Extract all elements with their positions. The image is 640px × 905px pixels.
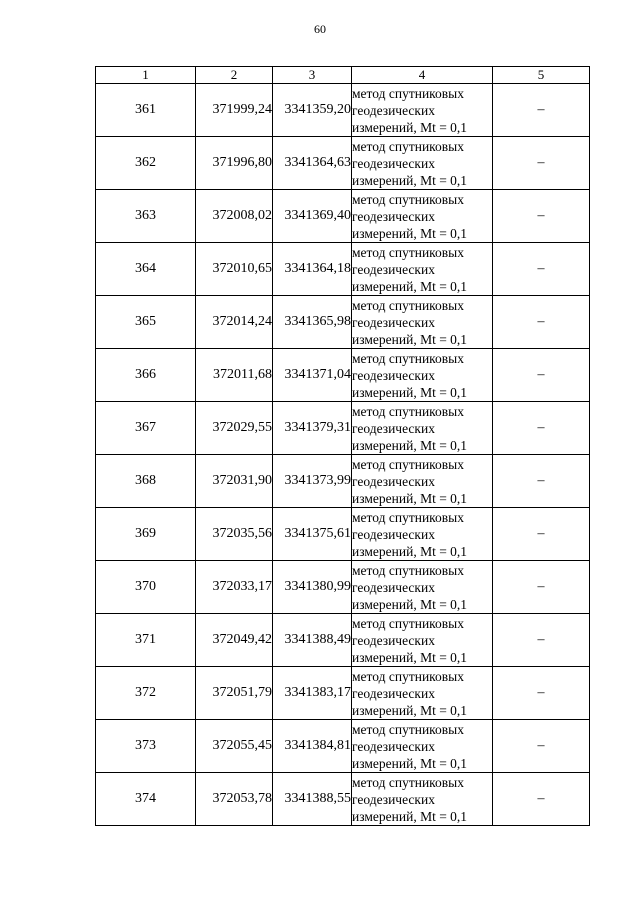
note-cell: – <box>493 402 590 455</box>
point-number-cell: 369 <box>96 508 196 561</box>
table-row <box>96 296 590 349</box>
x-coordinate-cell: 371996,80 <box>196 137 273 190</box>
method-line: геодезических <box>352 261 435 277</box>
table-row <box>96 190 590 243</box>
point-number-cell: 367 <box>96 402 196 455</box>
x-coordinate-cell: 372035,56 <box>196 508 273 561</box>
method-line: метод спутниковых <box>352 721 464 737</box>
x-coordinate-cell: 372029,55 <box>196 402 273 455</box>
note-cell: – <box>493 561 590 614</box>
table-row <box>96 508 590 561</box>
method-cell <box>352 773 493 826</box>
method-line: метод спутниковых <box>352 774 464 790</box>
method-line: измерений, Mt = 0,1 <box>352 808 468 824</box>
point-number-cell: 364 <box>96 243 196 296</box>
note-cell: – <box>493 349 590 402</box>
y-coordinate-cell: 3341383,17 <box>273 667 352 720</box>
method-line: измерений, Mt = 0,1 <box>352 278 468 294</box>
page-number: 60 <box>314 22 326 36</box>
y-coordinate-cell: 3341384,81 <box>273 720 352 773</box>
header-cell-2: 2 <box>196 67 273 84</box>
method-line: геодезических <box>352 314 435 330</box>
method-cell <box>352 455 493 508</box>
y-coordinate-cell: 3341379,31 <box>273 402 352 455</box>
x-coordinate-cell: 372033,17 <box>196 561 273 614</box>
point-number-cell: 374 <box>96 773 196 826</box>
point-number-cell: 362 <box>96 137 196 190</box>
table-row <box>96 402 590 455</box>
table-row <box>96 137 590 190</box>
y-coordinate-cell: 3341364,63 <box>273 137 352 190</box>
method-line: метод спутниковых <box>352 191 464 207</box>
y-coordinate-cell: 3341373,99 <box>273 455 352 508</box>
header-cell-3: 3 <box>273 67 352 84</box>
method-line: измерений, Mt = 0,1 <box>352 596 468 612</box>
table-body <box>96 84 590 826</box>
x-coordinate-cell: 372051,79 <box>196 667 273 720</box>
note-cell: – <box>493 455 590 508</box>
method-line: геодезических <box>352 632 435 648</box>
method-cell <box>352 243 493 296</box>
note-cell: – <box>493 84 590 137</box>
table-row <box>96 720 590 773</box>
method-line: метод спутниковых <box>352 138 464 154</box>
method-line: метод спутниковых <box>352 509 464 525</box>
method-line: измерений, Mt = 0,1 <box>352 384 468 400</box>
method-line: геодезических <box>352 367 435 383</box>
method-line: метод спутниковых <box>352 244 464 260</box>
y-coordinate-cell: 3341388,55 <box>273 773 352 826</box>
y-coordinate-cell: 3341375,61 <box>273 508 352 561</box>
y-coordinate-cell: 3341359,20 <box>273 84 352 137</box>
method-cell <box>352 402 493 455</box>
x-coordinate-cell: 372011,68 <box>196 349 273 402</box>
note-cell: – <box>493 296 590 349</box>
note-cell: – <box>493 667 590 720</box>
note-cell: – <box>493 614 590 667</box>
y-coordinate-cell: 3341380,99 <box>273 561 352 614</box>
point-number-cell: 365 <box>96 296 196 349</box>
method-line: измерений, Mt = 0,1 <box>352 437 468 453</box>
method-line: измерений, Mt = 0,1 <box>352 543 468 559</box>
point-number-cell: 373 <box>96 720 196 773</box>
method-line: измерений, Mt = 0,1 <box>352 119 468 135</box>
method-line: метод спутниковых <box>352 297 464 313</box>
table-row <box>96 455 590 508</box>
x-coordinate-cell: 371999,24 <box>196 84 273 137</box>
method-line: метод спутниковых <box>352 668 464 684</box>
y-coordinate-cell: 3341369,40 <box>273 190 352 243</box>
table-row <box>96 773 590 826</box>
y-coordinate-cell: 3341364,18 <box>273 243 352 296</box>
method-line: геодезических <box>352 685 435 701</box>
note-cell: – <box>493 137 590 190</box>
method-line: метод спутниковых <box>352 350 464 366</box>
point-number-cell: 361 <box>96 84 196 137</box>
x-coordinate-cell: 372010,65 <box>196 243 273 296</box>
x-coordinate-cell: 372055,45 <box>196 720 273 773</box>
method-cell <box>352 508 493 561</box>
point-number-cell: 366 <box>96 349 196 402</box>
method-line: метод спутниковых <box>352 615 464 631</box>
table-row <box>96 614 590 667</box>
method-line: метод спутниковых <box>352 85 464 101</box>
method-line: геодезических <box>352 473 435 489</box>
table-row <box>96 349 590 402</box>
method-line: геодезических <box>352 155 435 171</box>
method-cell <box>352 84 493 137</box>
method-line: метод спутниковых <box>352 456 464 472</box>
method-line: измерений, Mt = 0,1 <box>352 225 468 241</box>
method-cell <box>352 296 493 349</box>
header-cell-5: 5 <box>493 67 590 84</box>
y-coordinate-cell: 3341365,98 <box>273 296 352 349</box>
method-line: геодезических <box>352 791 435 807</box>
method-line: измерений, Mt = 0,1 <box>352 172 468 188</box>
point-number-cell: 363 <box>96 190 196 243</box>
point-number-cell: 371 <box>96 614 196 667</box>
table-row <box>96 667 590 720</box>
method-cell <box>352 137 493 190</box>
table-row <box>96 561 590 614</box>
method-line: геодезических <box>352 526 435 542</box>
x-coordinate-cell: 372031,90 <box>196 455 273 508</box>
method-line: геодезических <box>352 208 435 224</box>
point-number-cell: 368 <box>96 455 196 508</box>
method-cell <box>352 561 493 614</box>
method-line: измерений, Mt = 0,1 <box>352 702 468 718</box>
method-line: измерений, Mt = 0,1 <box>352 649 468 665</box>
method-line: геодезических <box>352 738 435 754</box>
point-number-cell: 370 <box>96 561 196 614</box>
note-cell: – <box>493 720 590 773</box>
method-cell <box>352 190 493 243</box>
note-cell: – <box>493 508 590 561</box>
y-coordinate-cell: 3341371,04 <box>273 349 352 402</box>
x-coordinate-cell: 372053,78 <box>196 773 273 826</box>
note-cell: – <box>493 190 590 243</box>
note-cell: – <box>493 773 590 826</box>
x-coordinate-cell: 372008,02 <box>196 190 273 243</box>
coordinates-table <box>95 66 590 826</box>
method-cell <box>352 720 493 773</box>
table-row <box>96 84 590 137</box>
x-coordinate-cell: 372049,42 <box>196 614 273 667</box>
method-line: геодезических <box>352 420 435 436</box>
method-line: геодезических <box>352 579 435 595</box>
header-cell-4: 4 <box>352 67 493 84</box>
note-cell: – <box>493 243 590 296</box>
method-line: метод спутниковых <box>352 562 464 578</box>
method-cell <box>352 614 493 667</box>
x-coordinate-cell: 372014,24 <box>196 296 273 349</box>
method-cell <box>352 349 493 402</box>
table-header-row <box>96 67 590 84</box>
y-coordinate-cell: 3341388,49 <box>273 614 352 667</box>
method-line: метод спутниковых <box>352 403 464 419</box>
header-cell-1: 1 <box>96 67 196 84</box>
method-line: измерений, Mt = 0,1 <box>352 490 468 506</box>
method-line: геодезических <box>352 102 435 118</box>
method-line: измерений, Mt = 0,1 <box>352 755 468 771</box>
table-row <box>96 243 590 296</box>
method-line: измерений, Mt = 0,1 <box>352 331 468 347</box>
method-cell <box>352 667 493 720</box>
point-number-cell: 372 <box>96 667 196 720</box>
